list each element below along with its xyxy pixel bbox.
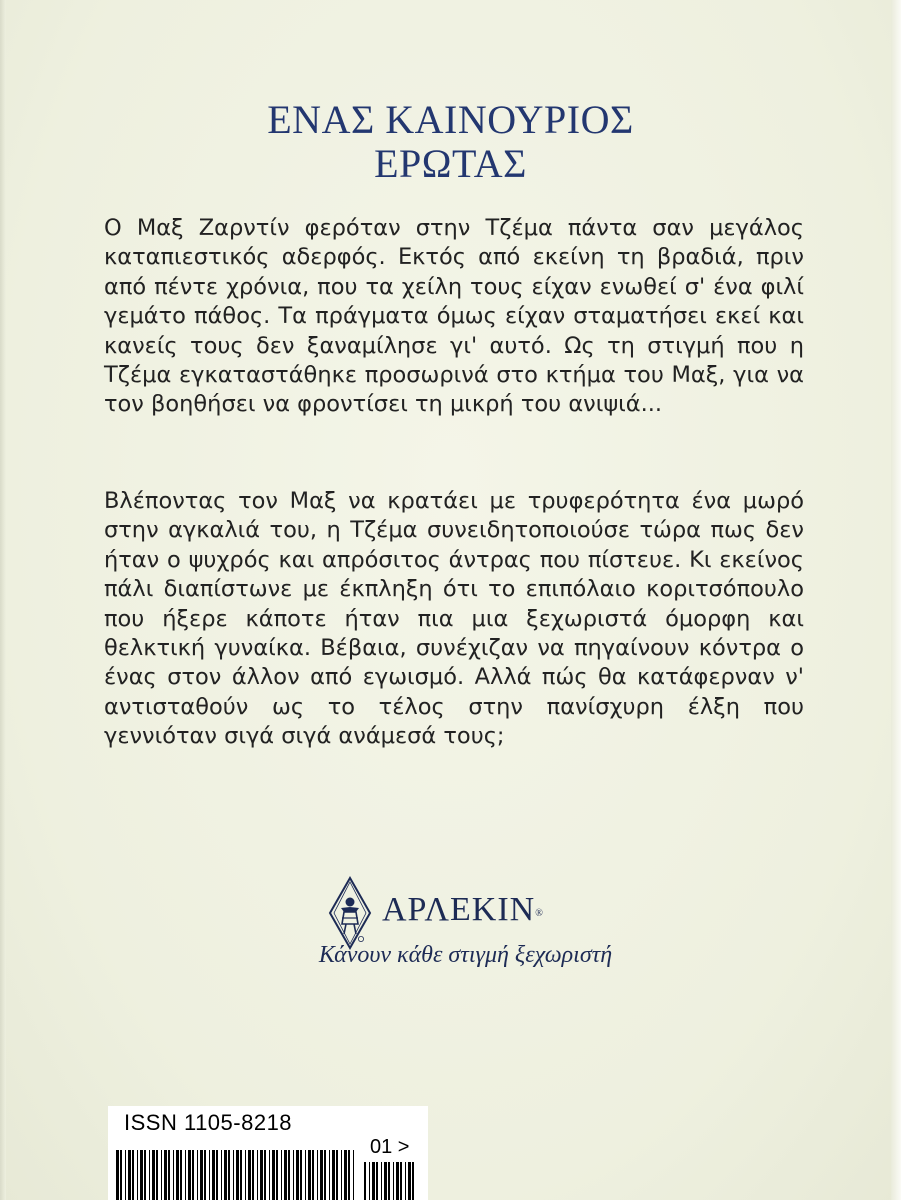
barcode-bar [200,1150,203,1200]
barcode-bar [264,1150,266,1200]
barcode-bar [329,1150,330,1200]
barcode-bar [257,1150,258,1200]
barcode-bar [140,1150,143,1200]
barcode-bar [388,1162,390,1200]
barcode-bar [176,1150,179,1200]
barcode-bar [173,1150,174,1200]
barcode-bar [144,1150,146,1200]
barcode-bar [336,1150,338,1200]
issn-barcode [116,1150,356,1200]
barcode-bar [364,1162,366,1200]
barcode-bar [224,1150,227,1200]
barcode-bar [168,1150,170,1200]
barcode-bar [284,1150,287,1200]
barcode-bar [353,1150,354,1200]
barcode-bar [320,1150,323,1200]
barcode-bar [372,1162,375,1200]
harlequin-diamond-logo-icon [328,876,372,950]
barcode-bar [288,1150,290,1200]
barcode-bar [248,1150,251,1200]
barcode-bar [240,1150,242,1200]
barcode-bar [252,1150,254,1200]
barcode-bar [233,1150,234,1200]
barcode-bar [188,1150,191,1200]
barcode-bar [381,1162,382,1200]
barcode-bar [312,1150,314,1200]
barcode-bar [341,1150,342,1200]
blurb-paragraph-2: Βλέποντας τον Μαξ να κρατάει με τρυφερότητα ένα μωρό στην αγκαλιά του, η Τζέμα συνειδητοποιούσε τώρα πως δεν ήταν ο ψυχρός και απρόσιτος άντρας που πίστευε. Κι εκείνος πάλι διαπίστωνε με έκπληξη ότι το επιπόλαιο κοριτσόπουλο που ήξερε κάποτε ήταν πια μια ξεχωριστά όμορφη και θελκτική γυναίκα. Βέβαια, συνέχιζαν να πηγαίνουν κόντρα ο ένας στον άλλον από εγωισμό. Αλλά πώς θα κατάφερναν ν' αντισταθούν ως το τέλος στην πανίσχυρη έλξη που γεννιόταν σιγά σιγά ανάμεσά τους; [104,488,804,750]
addon-arrow-icon: > [392,1136,410,1158]
barcode-bar [408,1162,411,1200]
barcode-bar [161,1150,162,1200]
barcode-bar [293,1150,294,1200]
book-title-line-1: ΕΝΑΣ ΚΑΙΝΟΥΡΙΟΣ [267,97,634,142]
blurb-paragraph-1: Ο Μαξ Ζαρντίν φερόταν στην Τζέμα πάντα σαν μεγάλος καταπιεστικός αδερφός. Εκτός από εκείνη τη βραδιά, πριν από πέντε χρόνια, που τα χείλη τους είχαν ενωθεί σ' ένα φιλί γεμάτο πάθος. Τα πράγματα όμως είχαν σταματήσει εκεί και κανείς τους δεν ξαναμίλησε γι' αυτό. Ως τη στιγμή που η Τζέμα εγκαταστάθηκε προσωρινά στο κτήμα του Μαξ, για να τον βοηθήσει να φροντίσει τη μικρή του ανιψιά... [104,215,804,418]
barcode-bar [192,1150,194,1200]
barcode-bar [120,1150,122,1200]
barcode-bar [204,1150,206,1200]
registered-mark: ® [535,908,544,919]
barcode-bar [317,1150,318,1200]
barcode-bar [156,1150,158,1200]
barcode-bar [272,1150,275,1200]
publisher-slogan: Κάνουν κάθε στιγμή ξεχωριστή [318,942,613,968]
barcode-addon-bars [364,1162,414,1200]
barcode-bar [260,1150,263,1200]
barcode-bar [400,1162,402,1200]
barcode-bar [369,1162,370,1200]
barcode-bar [348,1150,350,1200]
barcode-bar [344,1150,347,1200]
barcode-addon-text: 01 [370,1136,393,1158]
barcode-bar [296,1150,299,1200]
barcode-bar [276,1150,278,1200]
publisher-name-text: ΑΡΛΕΚΙΝ [382,891,536,928]
barcode-bar [245,1150,246,1200]
barcode-bar [128,1150,131,1200]
barcode-bar [216,1150,218,1200]
barcode-bar [212,1150,215,1200]
barcode-bar [384,1162,387,1200]
barcode-bar [221,1150,222,1200]
barcode-bar [137,1150,138,1200]
barcode-bar [396,1162,399,1200]
barcode-bar [332,1150,335,1200]
barcode-bar [152,1150,155,1200]
barcode-bar [305,1150,306,1200]
barcode-bar [125,1150,126,1200]
barcode-bar [405,1162,406,1200]
publisher-name [382,890,544,930]
barcode-bar [209,1150,210,1200]
barcode-bar [393,1162,394,1200]
barcode-bar [236,1150,239,1200]
barcode-bar [228,1150,230,1200]
barcode-bar [197,1150,198,1200]
book-title-line-2: ΕΡΩΤΑΣ [374,141,527,186]
barcode-bar [300,1150,302,1200]
barcode-bar [164,1150,167,1200]
barcode-bar [308,1150,311,1200]
barcode-bar [149,1150,150,1200]
barcode-bar [116,1150,119,1200]
barcode-bar [281,1150,282,1200]
barcode-bar [412,1162,414,1200]
barcode-bar [185,1150,186,1200]
barcode-bar [324,1150,326,1200]
barcode-bar [376,1162,378,1200]
issn-number: ISSN 1105-8218 [124,1110,293,1135]
barcode-bar [180,1150,182,1200]
barcode-addon-digits [370,1136,410,1159]
barcode-bar [132,1150,134,1200]
barcode-bar [269,1150,270,1200]
